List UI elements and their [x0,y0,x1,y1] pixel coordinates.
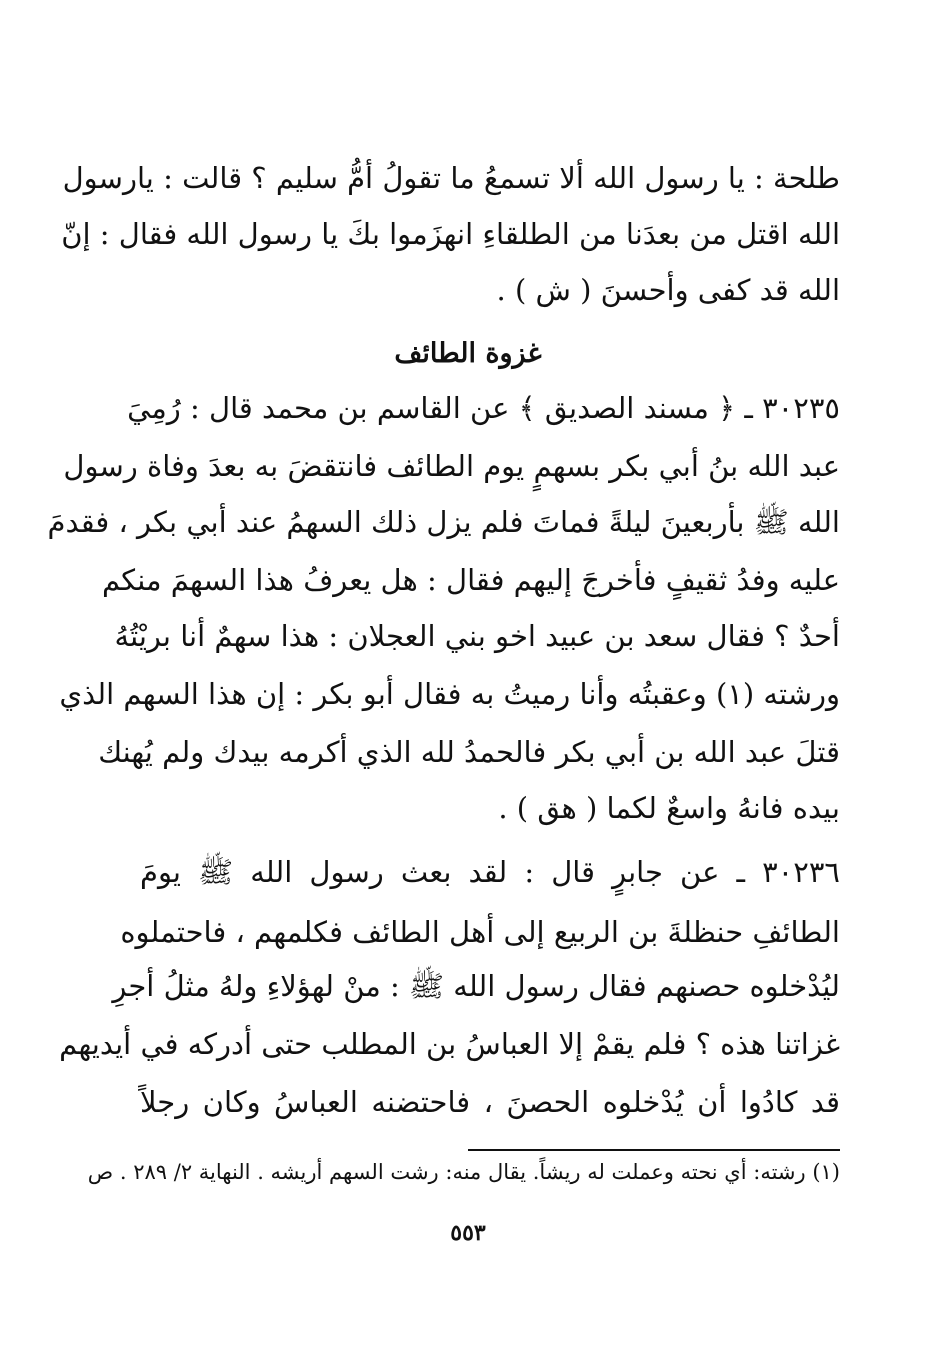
text-line: غزاتنا هذه ؟ فلم يقمْ إلا العباسُ بن المطلب حتى أدركه في أيديهم [59,1027,840,1061]
text-line: قتلَ عبد الله بن أبي بكر فالحمدُ لله الذي أكرمه بيدك ولم يُهنك [98,735,840,769]
text-line: ٣٠٢٣٦ ـ عن جابرٍ قال : لقد بعث رسول الله ﷺ يومَ [140,855,840,889]
text-line: عليه وفدُ ثقيفٍ فأخرجَ إليهم فقال : هل يعرفُ هذا السهمَ منكم [101,563,840,597]
text-line: قد كادُوا أن يُدْخلوه الحصنَ ، فاحتضنه العباسُ وكان رجلاً [140,1085,840,1119]
text-line: أحدٌ ؟ فقال سعد بن عبيد اخو بني العجلان : هذا سهمٌ أنا بريْتُهُ [114,619,840,653]
text-line: طلحة : يا رسول الله ألا تسمعُ ما تقولُ أمُّ سليم ؟ قالت : يارسول [62,161,840,195]
section-heading: غزوة الطائف [394,338,542,369]
text-line: عبد الله بنُ أبي بكر بسهمٍ يوم الطائف فانتقضَ به بعدَ وفاة رسول [63,449,840,483]
text-line: الله ﷺ بأربعينَ ليلةً فماتَ فلم يزل ذلك السهمُ عند أبي بكر ، فقدمَ [47,505,840,539]
footnote-divider [468,1149,840,1151]
text-line: الله قد كفى وأحسنَ ( ش ) . [496,273,840,307]
footnote: (١) رشته: أي نحته وعملت له ريشاً. يقال منه: رشت السهم أريشه . النهاية ٢/ ٢٨٩ . ص [87,1160,840,1184]
text-line: ٣٠٢٣٥ ـ ﴿ مسند الصديق ﴾ عن القاسم بن محمد قال : رُمِيَ [127,391,840,425]
text-line: ورشته (١) وعقبتُه وأنا رميتُ به فقال أبو بكر : إن هذا السهم الذي [59,677,840,711]
page-number: ٥٥٣ [450,1220,486,1246]
text-line: الله اقتل من بعدَنا من الطلقاءِ انهزَموا بكَ يا رسول الله فقال : إنّ [61,217,840,251]
text-line: ليُدْخلوه حصنهم فقال رسول الله ﷺ : منْ لهؤلاءِ ولهُ مثلُ أجرِ [112,969,840,1003]
text-line: بيده فانهُ واسعٌ لكما ( هق ) . [498,791,840,825]
text-line: الطائفِ حنظلةَ بن الربيع إلى أهل الطائف فكلمهم ، فاحتملوه [120,915,840,949]
